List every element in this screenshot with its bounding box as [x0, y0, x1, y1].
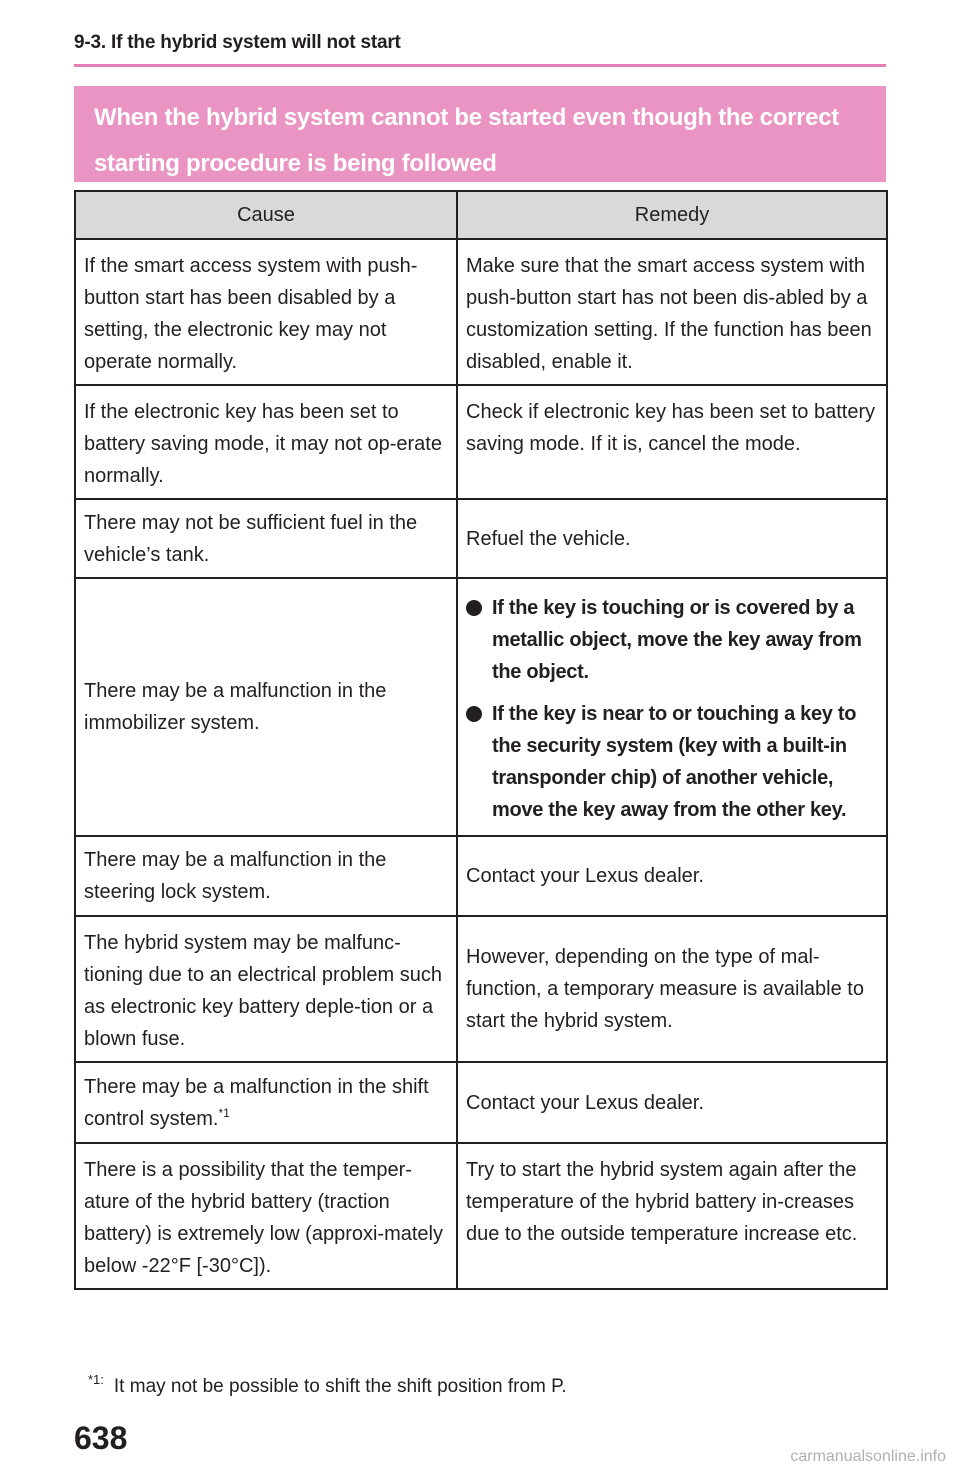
remedy-cell: Check if electronic key has been set to battery saving mode. If it is, cancel the mode. — [457, 385, 887, 499]
cause-cell: There may not be sufficient fuel in the vehicle’s tank. — [75, 499, 457, 578]
cause-cell: If the electronic key has been set to battery saving mode, it may not op-erate normally. — [75, 385, 457, 499]
header-divider — [74, 64, 886, 67]
bullet-dot-icon — [466, 600, 482, 616]
section-title-line-1: When the hybrid system cannot be started even though the correct — [94, 104, 839, 131]
table-row — [75, 836, 887, 916]
watermark: carmanualsonline.info — [790, 1448, 946, 1465]
cause-cell: There may be a malfunction in the immobilizer system. — [75, 578, 457, 836]
remedy-cell: However, depending on the type of mal-function, a temporary measure is available to start the hybrid system. — [457, 916, 887, 1062]
remedy-cell: Make sure that the smart access system with push-button start has not been dis-abled by a customization setting. If the function has been disabled, enable it. — [457, 239, 887, 385]
remedy-bullet-text: If the key is near to or touching a key to the security system (key with a built-in transponder chip) of another vehicle, move the key away from the other key. — [492, 703, 857, 821]
remedy-bullet-item — [466, 592, 878, 688]
table-row — [75, 1062, 887, 1143]
cause-cell: If the smart access system with push-button start has been disabled by a setting, the electronic key may not operate normally. — [75, 239, 457, 385]
section-title-line-2: starting procedure is being followed — [94, 150, 497, 177]
table-row — [75, 239, 887, 385]
footnote-marker: *1 — [218, 1105, 230, 1120]
remedy-cell: Try to start the hybrid system again after the temperature of the hybrid battery in-creases due to the outside temperature increase etc. — [457, 1143, 887, 1289]
table-row — [75, 499, 887, 578]
footnote-text: It may not be possible to shift the shift position from P. — [113, 1376, 567, 1397]
section-title — [74, 86, 886, 182]
table-row — [75, 1143, 887, 1289]
column-header-cause: Cause — [75, 191, 457, 239]
remedy-cell — [457, 578, 887, 836]
cause-cell: There is a possibility that the temper-ature of the hybrid battery (traction battery) is extremely low (approxi-mately below -22°F [-30°C]). — [75, 1143, 457, 1289]
page-number: 638 — [74, 1420, 128, 1456]
cause-cell: The hybrid system may be malfunc-tioning due to an electrical problem such as electronic key battery deple-tion or a blown fuse. — [75, 916, 457, 1062]
cause-text: There may be a malfunction in the shift control system. — [84, 1075, 429, 1130]
footnote — [88, 1372, 567, 1398]
cause-cell — [75, 1062, 457, 1143]
bullet-dot-icon — [466, 706, 482, 722]
remedy-bullet-text: If the key is touching or is covered by a metallic object, move the key away from the object. — [492, 597, 862, 683]
table-header-row — [75, 191, 887, 239]
cause-cell: There may be a malfunction in the steering lock system. — [75, 836, 457, 916]
running-head: 9-3. If the hybrid system will not start — [74, 32, 401, 53]
troubleshooting-table — [74, 190, 888, 1290]
remedy-cell: Refuel the vehicle. — [457, 499, 887, 578]
remedy-bullet-list — [466, 588, 878, 826]
column-header-remedy: Remedy — [457, 191, 887, 239]
remedy-bullet-item — [466, 698, 878, 826]
table-row — [75, 916, 887, 1062]
remedy-cell: Contact your Lexus dealer. — [457, 836, 887, 916]
footnote-mark: *1: — [88, 1372, 104, 1387]
remedy-cell: Contact your Lexus dealer. — [457, 1062, 887, 1143]
table-row — [75, 578, 887, 836]
table-row — [75, 385, 887, 499]
